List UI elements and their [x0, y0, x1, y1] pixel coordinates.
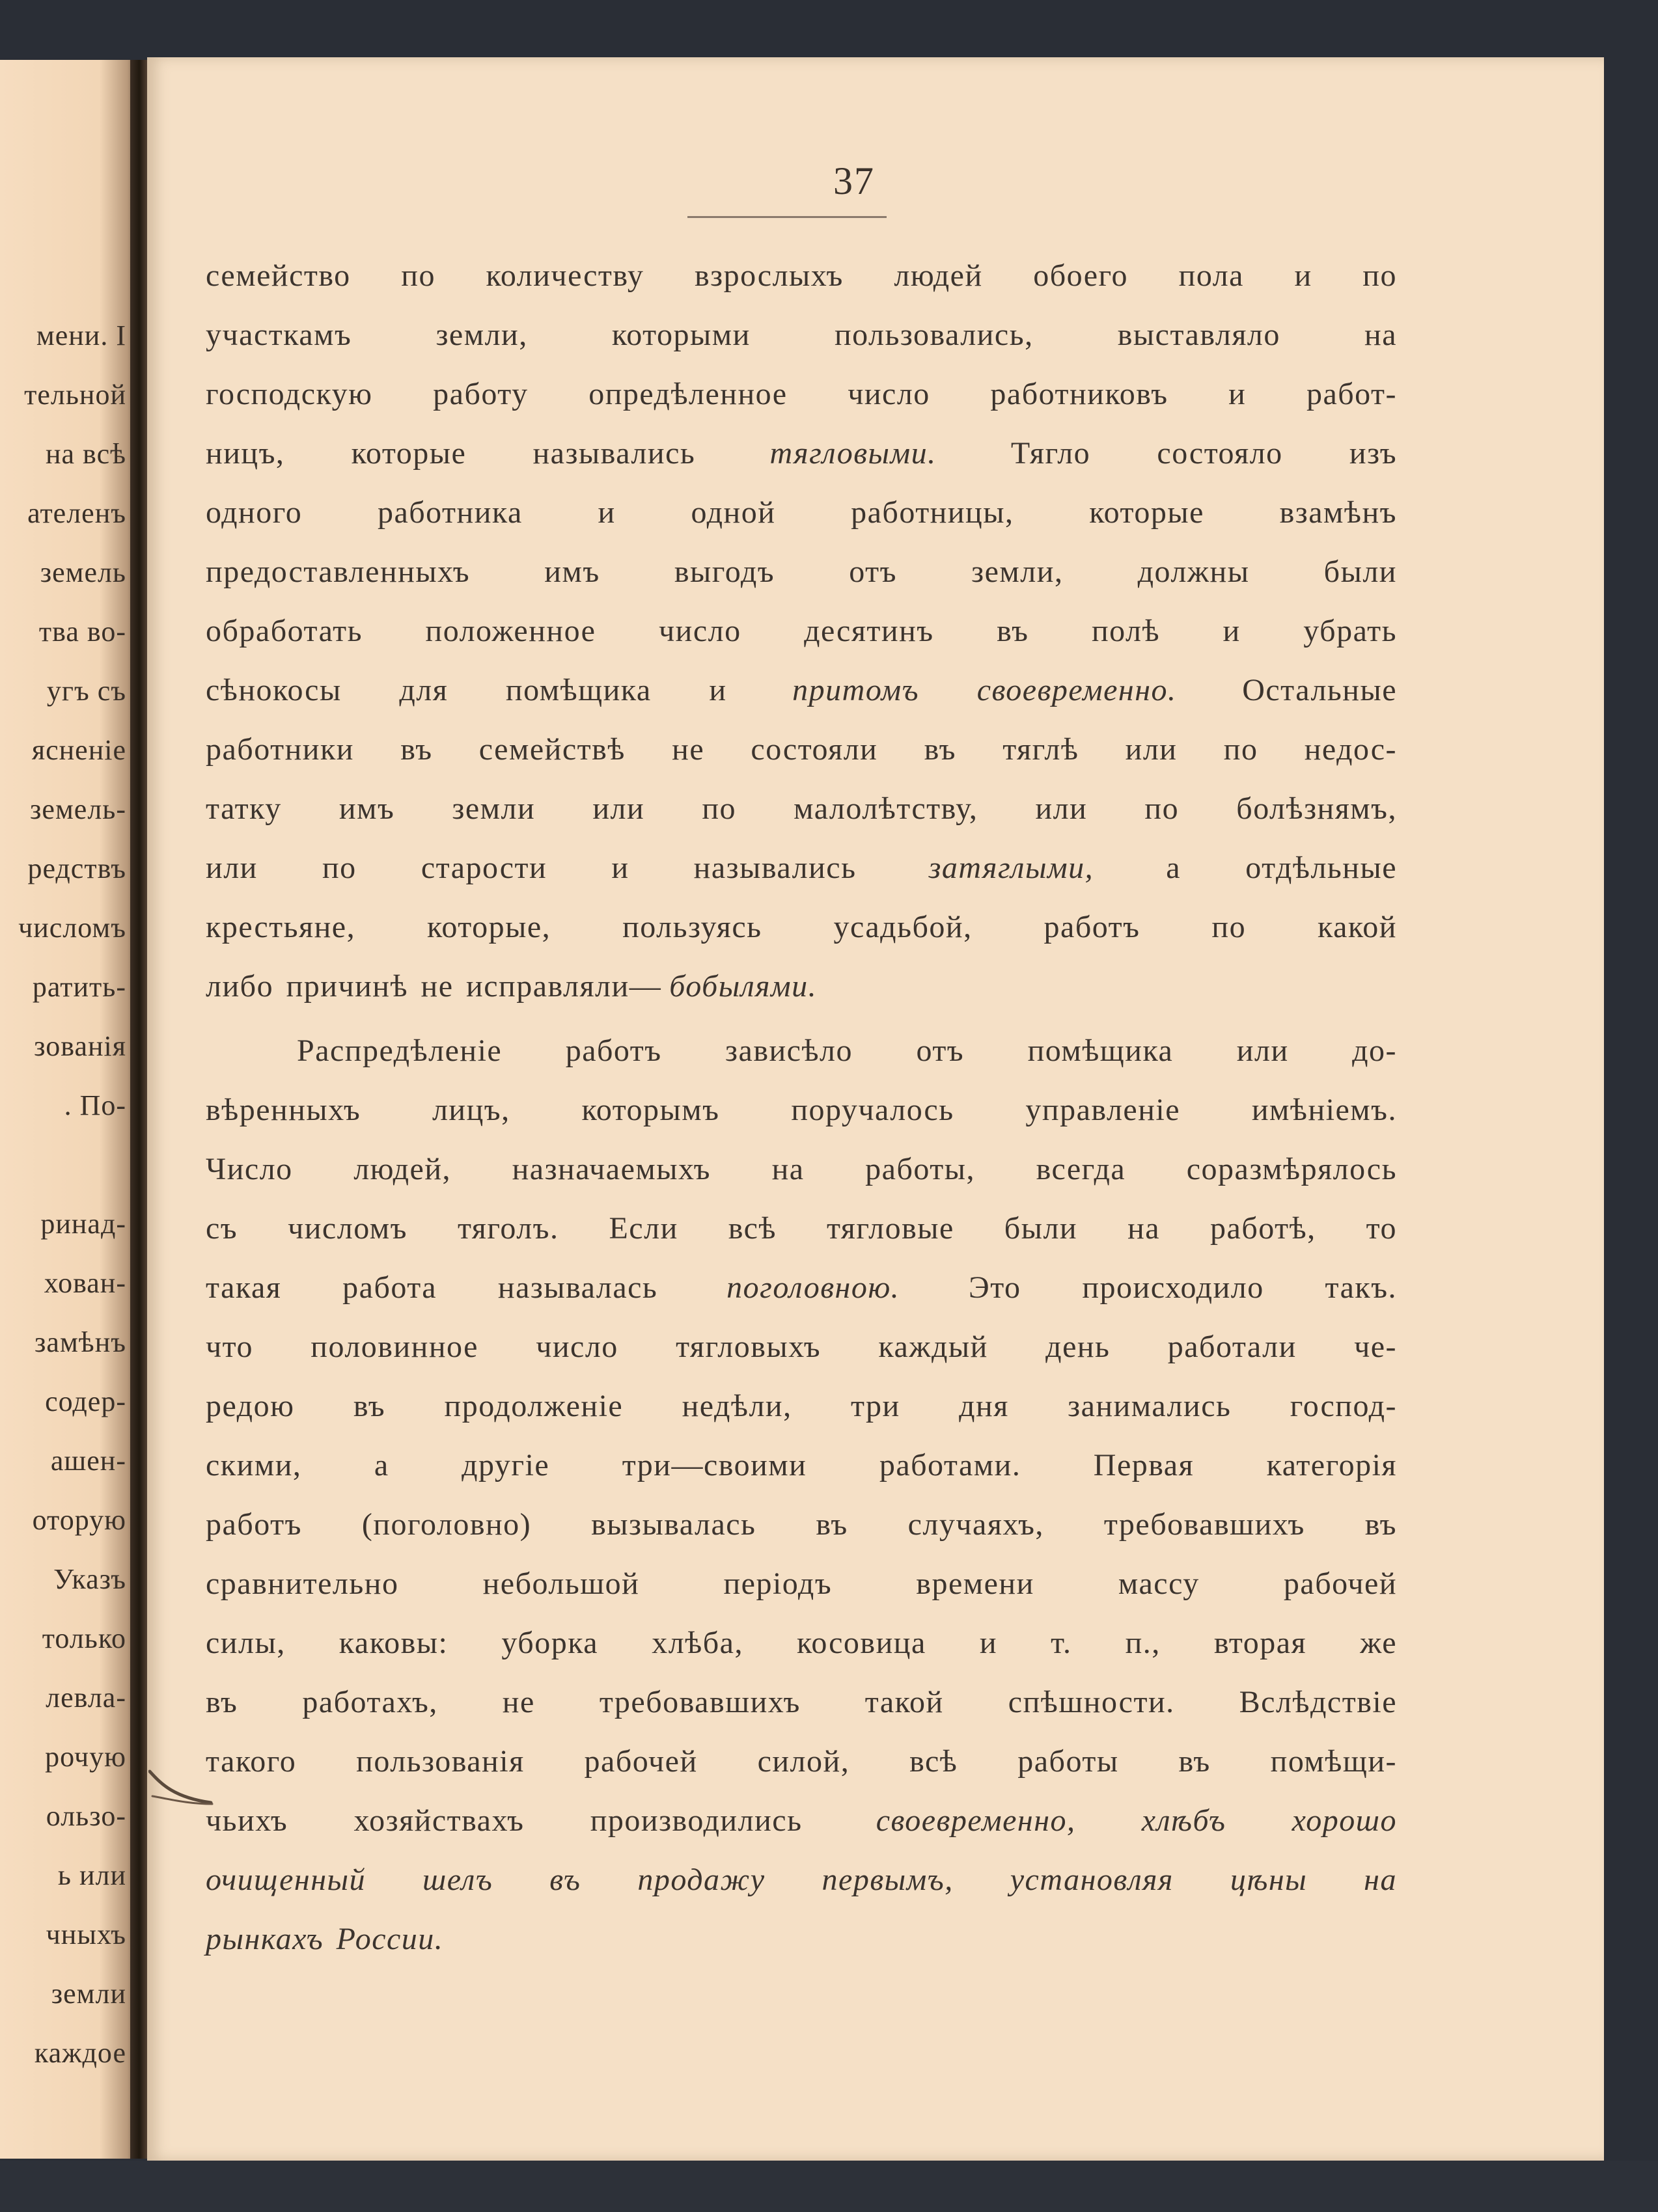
text-line: [206, 720, 1397, 779]
text-line: [206, 1080, 1397, 1140]
text-segment: чьихъ хозяйствахъ производились: [206, 1803, 803, 1838]
text-segment: редою въ продолженіе недѣли, три дня занимались господ-: [206, 1389, 1397, 1423]
left-page-fragment: [18, 1135, 126, 1194]
paragraph-gap: [206, 1016, 1397, 1021]
text-segment: силы, каковы: уборка хлѣба, косовица и т. п., вторая же: [206, 1626, 1397, 1660]
text-line: [206, 838, 1397, 897]
italic-segment: своевременно, хлѣбъ хорошо: [876, 1803, 1398, 1838]
text-line: [206, 1258, 1397, 1317]
text-segment: вѣренныхъ лицъ, которымъ поручалось управленіе имѣніемъ.: [206, 1093, 1397, 1127]
left-page-fragment: зованія: [34, 1030, 126, 1062]
left-page-fragment: числомъ: [18, 912, 126, 944]
text-line: [206, 483, 1397, 542]
text-segment: сравнительно небольшой періодъ времени массу рабочей: [206, 1566, 1397, 1601]
text-segment: Остальные: [1242, 673, 1398, 707]
italic-segment: поголовною.: [726, 1270, 900, 1305]
left-page-fragment: рочую: [45, 1741, 126, 1773]
left-page-fragment: ашен-: [50, 1445, 126, 1477]
text-segment: Тягло состояло изъ: [1010, 436, 1398, 471]
text-segment: ницъ, которые назывались: [206, 436, 696, 471]
text-line: [206, 1436, 1397, 1495]
text-segment: семейство по количеству взрослыхъ людей обоего пола и по: [206, 258, 1397, 293]
text-line: [206, 601, 1397, 661]
page-number: 37: [833, 159, 875, 202]
text-segment: а отдѣльные: [1166, 851, 1398, 885]
left-page-fragment: ателенъ: [27, 497, 126, 529]
left-page-fragment: оторую: [32, 1504, 126, 1536]
text-line: [206, 661, 1397, 720]
text-line: [206, 1850, 1397, 1909]
text-line: [206, 305, 1397, 364]
text-line: [206, 424, 1397, 483]
left-page-fragment: . По-: [64, 1089, 126, 1121]
text-segment: предоставленныхъ имъ выгодъ отъ земли, должны были: [206, 554, 1397, 589]
text-segment: господскую работу опредѣленное число работниковъ и работ-: [206, 377, 1397, 411]
text-line: [206, 1021, 1397, 1080]
pen-mark: [148, 1765, 214, 1810]
italic-segment: рынкахъ России.: [206, 1922, 444, 1956]
text-line: [206, 1199, 1397, 1258]
text-line: [206, 1791, 1397, 1850]
text-line: [206, 1732, 1397, 1791]
text-line: [206, 1140, 1397, 1199]
text-line: [206, 1613, 1397, 1673]
text-segment: съ числомъ тяголъ. Если всѣ тягловые были на работѣ, то: [206, 1211, 1397, 1246]
text-line: [206, 1317, 1397, 1376]
text-segment: въ работахъ, не требовавшихъ такой спѣшности. Вслѣдствіе: [206, 1685, 1397, 1719]
text-segment: или по старости и назывались: [206, 851, 857, 885]
text-segment: что половинное число тягловыхъ каждый день работали че-: [206, 1330, 1397, 1364]
text-line: [206, 1554, 1397, 1613]
page-body-text: [206, 246, 1397, 1969]
text-segment: обработать положенное число десятинъ въ полѣ и убрать: [206, 614, 1397, 648]
italic-segment: затяглыми,: [928, 851, 1094, 885]
text-line: [206, 246, 1397, 305]
left-page-fragment: редствъ: [27, 853, 126, 884]
italic-segment: тягловыми.: [769, 436, 937, 471]
left-page-fragment: угъ съ: [46, 675, 126, 707]
left-page-fragment: ользо-: [46, 1800, 126, 1832]
text-segment: татку имъ земли или по малолѣтству, или по болѣзнямъ,: [206, 791, 1397, 826]
left-page-fragment: Указъ: [53, 1563, 126, 1595]
left-page-fragment: на всѣ: [45, 438, 126, 470]
left-page-fragment: ринад-: [40, 1208, 126, 1240]
left-page-fragment: тва во-: [38, 616, 126, 648]
book-spine: [130, 60, 148, 2159]
text-segment: крестьяне, которые, пользуясь усадьбой, работъ по какой: [206, 910, 1397, 944]
italic-segment: бобылями.: [669, 969, 818, 1004]
scan-bottom-band: [0, 2161, 1658, 2212]
left-page-text-fragments: [18, 306, 126, 2082]
text-line: [206, 1376, 1397, 1436]
text-segment: скими, а другіе три—своими работами. Первая категорія: [206, 1448, 1397, 1482]
text-line: [206, 779, 1397, 838]
left-page-fragment: ясненіе: [31, 734, 126, 766]
text-line: [206, 1495, 1397, 1554]
italic-segment: очищенный шелъ въ продажу первымъ, установляя цѣны на: [206, 1863, 1397, 1897]
left-page-fragment: каждое: [34, 2037, 126, 2069]
left-page-fragment: содер-: [45, 1386, 126, 1417]
book-page: [147, 57, 1604, 2161]
left-page-fragment: только: [42, 1622, 126, 1654]
left-page-fragment: хован-: [44, 1267, 126, 1299]
italic-segment: притомъ своевременно.: [792, 673, 1177, 707]
left-page-fragment: земель-: [30, 793, 126, 825]
left-page-fragment: чныхъ: [46, 1918, 126, 1950]
text-segment: либо причинѣ не исправляли—: [206, 969, 662, 1004]
left-page-fragment: ратить-: [32, 971, 126, 1003]
text-line: [206, 364, 1397, 424]
text-segment: работники въ семействѣ не состояли въ тяглѣ или по недос-: [206, 732, 1397, 767]
left-page-edge: [0, 60, 142, 2159]
left-page-fragment: мени. I: [36, 320, 126, 351]
text-line: [206, 542, 1397, 601]
text-segment: Распредѣленіе работъ зависѣло отъ помѣщика или до-: [297, 1033, 1397, 1068]
text-line: [206, 1673, 1397, 1732]
left-page-fragment: ь или: [57, 1859, 126, 1891]
page-number-rule: [687, 216, 887, 218]
text-segment: такого пользованія рабочей силой, всѣ работы въ помѣщи-: [206, 1744, 1397, 1779]
text-segment: одного работника и одной работницы, которые взамѣнъ: [206, 495, 1397, 530]
text-line: [206, 1909, 1397, 1969]
text-segment: участкамъ земли, которыми пользовались, выставляло на: [206, 318, 1397, 352]
left-page-fragment: земель: [40, 556, 126, 588]
left-page-fragment: земли: [51, 1978, 126, 2010]
text-segment: работъ (поголовно) вызывалась въ случаяхъ, требовавшихъ въ: [206, 1507, 1397, 1542]
left-page-fragment: замѣнъ: [35, 1326, 126, 1358]
text-segment: Число людей, назначаемыхъ на работы, всегда соразмѣрялось: [206, 1152, 1397, 1186]
text-line: [206, 957, 1397, 1016]
text-segment: сѣнокосы для помѣщика и: [206, 673, 727, 707]
text-segment: такая работа называлась: [206, 1270, 658, 1305]
text-line: [206, 897, 1397, 957]
text-segment: Это происходило такъ.: [969, 1270, 1398, 1305]
left-page-fragment: тельной: [24, 379, 126, 411]
left-page-fragment: левла-: [46, 1682, 126, 1714]
